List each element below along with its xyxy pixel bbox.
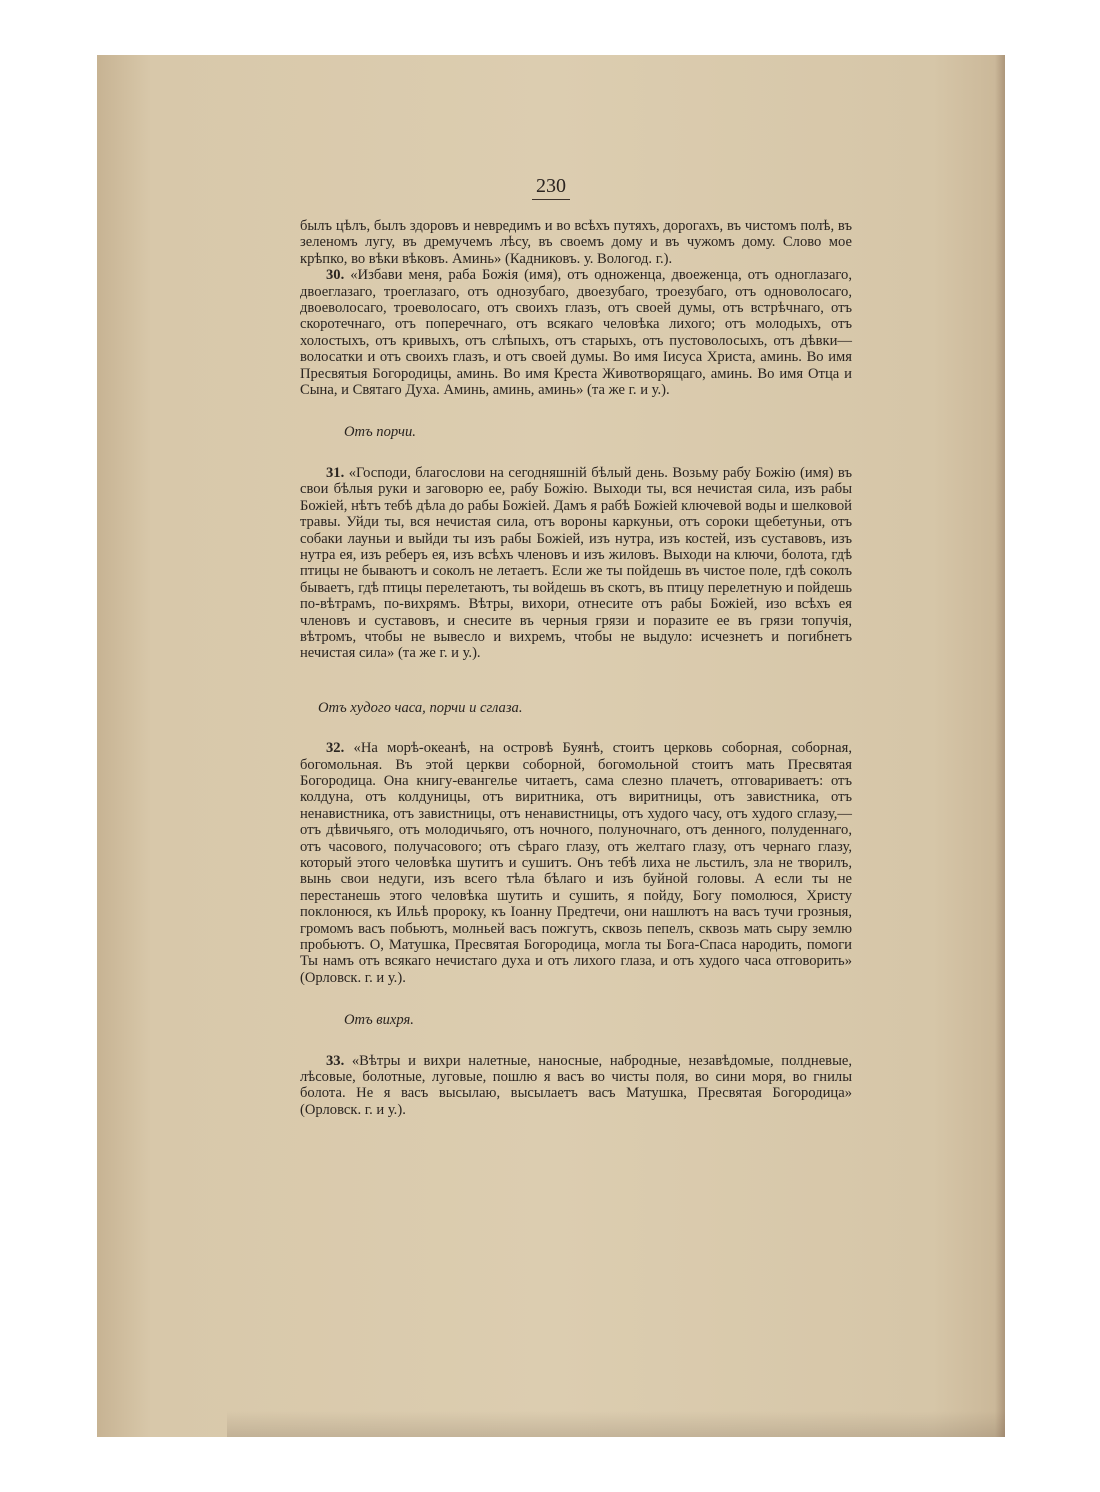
paragraph-32: 32. «На морѣ-океанѣ, на островѣ Буянѣ, стоитъ церковь соборная, соборная, богомольная. Въ этой церкви соборной, богомольной стоитъ мать Пресвятая Богородица. Она книгу-евангелье читаетъ, сама слезно плачетъ, отговариваетъ: отъ колдуна, отъ колдуницы, отъ виритника, отъ виритницы, отъ завистника, отъ ненавистника, отъ завистницы, отъ ненавистницы, отъ худого часу, отъ худого сглазу,—отъ дѣвичьяго, отъ молодичьяго, отъ ночного, полуночнаго, отъ денного, полуденнаго, отъ часового, получасового; отъ сѣраго глазу, отъ желтаго глазу, отъ чернаго глазу, который этого человѣка шутитъ и сушитъ. Онъ тебѣ лиха не льстилъ, зла не творилъ, вынь свои недуги, изъ всего тѣла бѣлаго и изъ буйной головы. А если ты не перестанешь этого человѣка шутить и сушить, я пойду, Богу помолюся, Христу поклонюся, къ Ильѣ пророку, къ Іоанну Предтечи, они нашлютъ на васъ тучи грозныя, громомъ васъ побьютъ, молньей васъ пожгутъ, сквозь пепелъ, сквозь мать сыру землю пробьютъ. О, Матушка, Пресвятая Богородица, могла ты Бога-Спаса народить, помоги Ты намъ отъ всякаго нечистаго духа и отъ лихого глаза, и отъ худого часа отговорить» (Орловск. г. и у.). (300, 740, 852, 986)
section-heading: Отъ вихря. (344, 1012, 414, 1029)
section-heading: Отъ порчи. (344, 424, 416, 441)
paragraph-33: 33. «Вѣтры и вихри налетные, наносные, набродные, незавѣдомые, полдневые, лѣсовые, болотные, луговые, пошлю я васъ во чисты поля, во сини моря, во гнилы болота. Не я васъ высылаю, высылаетъ васъ Матушка, Пресвятая Богородица» (Орловск. г. и у.). (300, 1052, 852, 1118)
paragraph-continued: былъ цѣлъ, былъ здоровъ и невредимъ и во всѣхъ путяхъ, дорогахъ, въ чистомъ полѣ, въ зеленомъ лугу, въ дремучемъ лѣсу, въ своемъ дому и въ чужомъ дому. Слово мое крѣпко, во вѣки вѣковъ. Аминь» (Кадниковъ. у. Вологод. г.). (300, 218, 852, 267)
section-heading: Отъ худого часа, порчи и сглаза. (318, 699, 523, 716)
paragraph-30: 30. «Избави меня, раба Божія (имя), отъ одноженца, двоеженца, отъ одноглазаго, двоеглазаго, троеглазаго, отъ однозубаго, двоезубаго, троезубаго, отъ одноволосаго, двоеволосаго, троеволосаго, отъ своихъ глазъ, отъ своей думы, отъ встрѣчнаго, отъ скоротечнаго, отъ поперечнаго, отъ всякаго человѣка лихого; отъ молодыхъ, отъ холостыхъ, отъ кривыхъ, отъ слѣпыхъ, отъ старыхъ, отъ пустоволосыхъ, отъ дѣвки—волосатки и отъ своихъ глазъ, и отъ своей думы. Во имя Іисуса Христа, аминь. Во имя Пресвятыя Богородицы, аминь. Во имя Креста Животворящаго, аминь. Во имя Отца и Сына, и Святаго Духа. Аминь, аминь, аминь» (та же г. и у.). (300, 267, 852, 399)
paragraph-31: 31. «Господи, благослови на сегодняшній бѣлый день. Возьму рабу Божію (имя) въ свои бѣлыя руки и заговорю ее, рабу Божію. Выходи ты, вся нечистая сила, изъ рабы Божіей, нѣтъ тебѣ дѣла до рабы Божіей. Дамъ я рабѣ Божіей ключевой воды и шелковой травы. Уйди ты, вся нечистая сила, отъ вороны каркуньи, отъ сороки щебетуньи, отъ собаки лауньи и выйди ты изъ рабы Божіей, изъ нутра, изъ костей, изъ суставовъ, изъ нутра ея, изъ реберъ ея, изъ всѣхъ членовъ и изъ жиловъ. Выходи на ключи, болота, гдѣ птицы не бываютъ и соколъ не летаетъ. Если же ты пойдешь въ чистое поле, гдѣ соколъ бываетъ, гдѣ птицы перелетаютъ, ты войдешь въ скотъ, въ птицу перелетную и пойдешь по-вѣтрамъ, по-вихрямъ. Вѣтры, вихори, отнесите отъ рабы Божіей, изо всѣхъ ея членовъ и суставовъ, и снесите въ черныя грязи и поразите ее въ грязи топучія, вѣтромъ, чтобы не вывесло и вихремъ, чтобы не выдуло: исчезнетъ и погибнетъ нечистая сила» (та же г. и у.). (300, 464, 852, 662)
item-number: 31. (326, 464, 345, 481)
page-content (300, 218, 852, 1118)
item-number: 33. (326, 1052, 345, 1069)
page-bottom-shadow (227, 1411, 1005, 1437)
page-number: 230 (97, 175, 1005, 198)
item-number: 32. (326, 740, 345, 757)
scanned-page (97, 55, 1005, 1437)
item-number: 30. (326, 267, 345, 284)
